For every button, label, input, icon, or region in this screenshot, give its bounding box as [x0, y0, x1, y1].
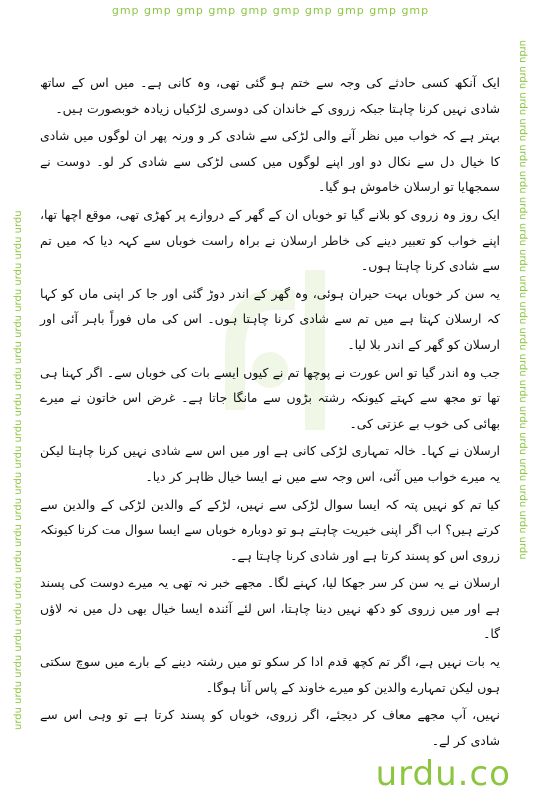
decorative-border-right: urdu urdu urdu urdu urdu urdu urdu urdu urdu urdu urdu urdu urdu urdu urdu urdu urdu urdu urdu urdu	[517, 40, 528, 560]
paragraph: ارسلان نے یہ سن کر سر جھکا لیا، کہنے لگا۔ مجھے خبر نہ تھی یہ میرے دوست کی پسند ہے اور میں زروی کو دکھ نہیں دینا چاہتا، اس لئے آئندہ ایسا خیال بھی دل میں نہ لاؤں گا۔	[40, 575, 500, 642]
decorative-border-top: gmp gmp gmp gmp gmp gmp gmp gmp gmp gmp	[111, 4, 430, 17]
article-body	[40, 70, 500, 753]
paragraph: ارسلان نے کہا۔ خالہ تمہاری لڑکی کانی ہے اور میں اس سے شادی نہیں کرنا چاہتا لیکن یہ میرے خواب میں آئی، اس وجہ سے میں نے ایسا خیال ظاہر کر دیا۔	[40, 443, 500, 484]
paragraph: ایک روز وہ زروی کو بلانے گیا تو خوباں ان کے گھر کے دروازے پر کھڑی تھی، موقع اچھا تھا، اپنے خواب کو تعبیر دینے کی خاطر ارسلان نے براہ راست خوباں سے کہہ دیا کہ میں تم سے شادی کرنا چاہتا ہوں۔	[40, 206, 500, 274]
paragraph: جب وہ اندر گیا تو اس عورت نے پوچھا تم نے کیوں ایسے بات کی خوباں سے۔ اگر کہنا ہی تھا تو مجھ سے کہتے کیونکہ رشتہ بڑوں سے مانگا جاتا ہے۔ غرض اس خاتون نے میرے بھائی کی خوب بے عزتی کی۔	[40, 364, 500, 431]
paragraph: نہیں، آپ مجھے معاف کر دیجئے، اگر زروی، خوباں کو پسند کرتا ہے تو وہی اس سے شادی کر لے۔	[40, 707, 500, 748]
paragraph: یہ بات نہیں ہے، اگر تم کچھ قدم ادا کر سکو تو میں رشتہ دینے کے بارے میں سوچ سکتی ہوں لیکن تمہارے والدین کو میرے خاوند کے پاس آنا ہوگا۔	[40, 654, 500, 695]
decorative-border-left: urdu urdu urdu urdu urdu urdu urdu urdu urdu urdu urdu urdu urdu urdu urdu urdu urdu urdu urdu urdu	[13, 210, 24, 730]
paragraph: بہتر ہے کہ خواب میں نظر آنے والی لڑکی سے شادی کر و ورنہ پھر ان لوگوں میں شادی کا خیال دل سے نکال دو اور اپنے لوگوں میں کسی لڑکی سے شادی کر لو۔ دوست نے سمجھایا تو ارسلان خاموش ہو گیا۔	[40, 128, 500, 195]
paragraph: یہ سن کر خوباں بہت حیران ہوئی، وہ گھر کے اندر دوڑ گئی اور جا کر اپنی ماں کو کہا کہ ارسلان کہتا ہے میں تم سے شادی کرنا چاہتا ہوں۔ اس کی ماں فوراً باہر آئی اور ارسلان کو گھر کے اندر بلا لیا۔	[40, 285, 500, 352]
paragraph: ایک آنکھ کسی حادثے کی وجہ سے ختم ہو گئی تھی، وہ کانی ہے۔ میں اس کے ساتھ شادی نہیں کرنا چاہتا جبکہ زروی کے خاندان کی دوسری لڑکیاں زیادہ خوبصورت ہیں۔	[40, 75, 500, 116]
site-logo: urdu.co	[375, 754, 511, 794]
paragraph: کیا تم کو نہیں پتہ کہ ایسا سوال لڑکی سے نہیں، لڑکے کے والدین لڑکی کے والدین سے کرتے ہیں؟ اب اگر اپنی خیریت چاہتے ہو تو دوبارہ خوباں سے ایسا سوال مت کرنا کیونکہ زروی اس کو پسند کرتا ہے اور شادی کرنا چاہتا ہے۔	[40, 496, 500, 563]
